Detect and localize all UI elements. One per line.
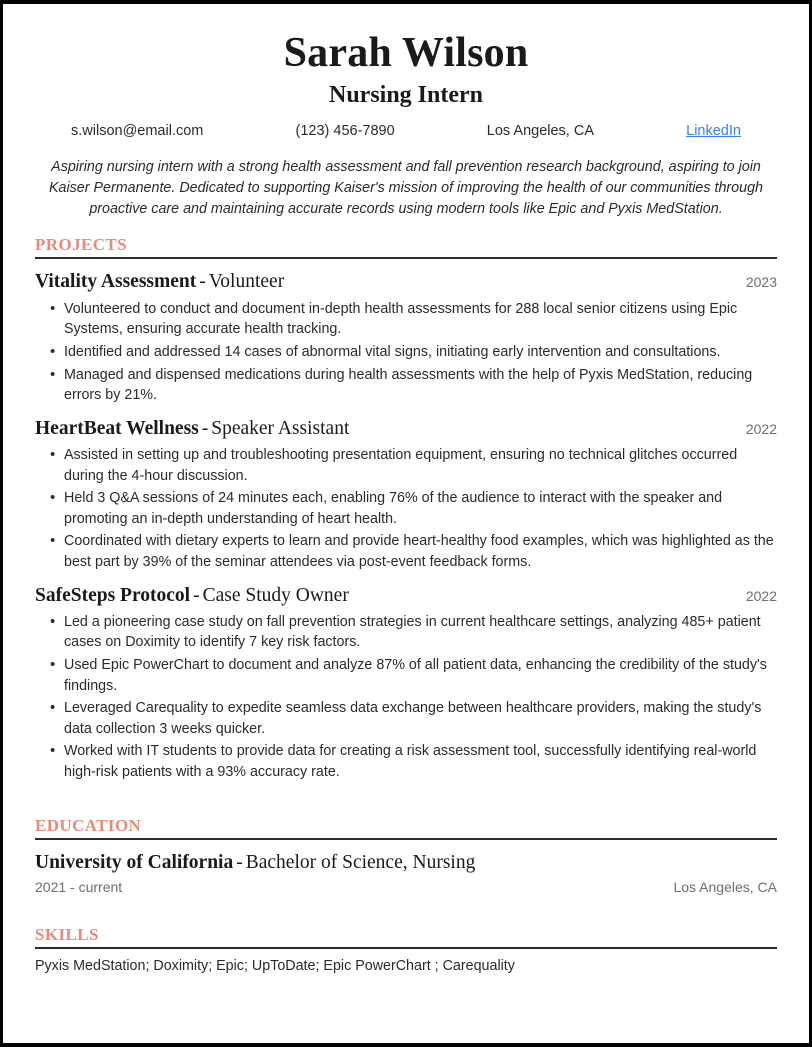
entry-separator: - [193, 584, 200, 606]
section-divider [35, 947, 777, 949]
list-item: • Worked with IT students to provide data for creating a risk assessment tool, successfully identifying real-world high-risk patients with a 93% accuracy rate. [35, 741, 777, 782]
list-item: • Held 3 Q&A sessions of 24 minutes each, enabling 76% of the audience to interact with the speaker and promoting an in-depth understanding of heart health. [35, 488, 777, 529]
project-bullet-list [35, 612, 777, 783]
professional-summary: Aspiring nursing intern with a strong health assessment and fall prevention research background, aspiring to join Kaiser Permanente. Dedicated to supporting Kaiser's mission of improving the health of our communities through proactive care and maintaining accurate records using modern tools like Epic and Pyxis MedStation. [49, 159, 763, 217]
education-entry [35, 850, 777, 894]
section-heading-projects: PROJECTS [35, 235, 127, 255]
entry-header [35, 583, 777, 608]
section-heading-education: EDUCATION [35, 816, 142, 836]
entry-separator: - [199, 271, 206, 293]
contact-row [35, 123, 777, 139]
entry-heading [35, 416, 349, 441]
entry-separator: - [201, 417, 209, 439]
entry-header [35, 269, 777, 294]
section-divider [35, 838, 777, 840]
contact-linkedin-link[interactable]: LinkedIn [686, 123, 741, 140]
entry-heading [35, 850, 777, 875]
school-name: University of California [35, 852, 234, 874]
entry-separator: - [236, 852, 243, 874]
education-location: Los Angeles, CA [673, 878, 777, 895]
project-entry [35, 269, 777, 405]
project-bullet-list [35, 445, 777, 572]
list-item: • Used Epic PowerChart to document and analyze 87% of all patient data, enhancing the credibility of the study's findings. [35, 655, 777, 696]
list-item: • Coordinated with dietary experts to learn and provide heart-healthy food examples, which was highlighted as the best part by 39% of the seminar attendees via post-event feedback forms. [35, 531, 777, 572]
section-heading-skills: SKILLS [35, 924, 99, 944]
contact-email[interactable]: s.wilson@email.com [71, 123, 204, 140]
section-divider [35, 257, 777, 259]
education-meta-row [35, 879, 777, 895]
list-item: • Led a pioneering case study on fall prevention strategies in current healthcare settings, analyzing 485+ patient cases on Doximity to identify 7 key risk factors. [35, 612, 777, 653]
list-item: • Managed and dispensed medications during health assessments with the help of Pyxis MedStation, reducing errors by 21%. [35, 365, 777, 406]
project-date: 2022 [745, 420, 777, 437]
project-entry [35, 583, 777, 783]
project-name: HeartBeat Wellness [35, 417, 199, 439]
degree-name: Bachelor of Science, Nursing [245, 852, 476, 874]
list-item: • Assisted in setting up and troubleshooting presentation equipment, ensuring no technical glitches occurred during the 4-hour discussion. [35, 445, 777, 486]
section-projects [35, 235, 777, 782]
entry-header [35, 416, 777, 441]
section-education [35, 816, 777, 894]
project-bullet-list [35, 299, 777, 406]
list-item: • Leveraged Carequality to expedite seamless data exchange between healthcare providers, making the study's data collection 3 weeks quicker. [35, 698, 777, 739]
project-role: Case Study Owner [202, 584, 349, 606]
project-role: Volunteer [208, 271, 285, 293]
project-date: 2023 [745, 274, 777, 291]
contact-phone[interactable]: (123) 456-7890 [295, 123, 395, 140]
header-job-title: Nursing Intern [328, 82, 484, 109]
project-role: Speaker Assistant [211, 417, 350, 439]
contact-location: Los Angeles, CA [486, 123, 595, 140]
page-title: Sarah Wilson [283, 30, 529, 76]
entry-heading [35, 269, 284, 294]
project-name: SafeSteps Protocol [35, 584, 191, 606]
education-dates: 2021 - current [35, 878, 123, 895]
skills-list: Pyxis MedStation; Doximity; Epic; UpToDate; Epic PowerChart ; Carequality [35, 957, 515, 974]
project-date: 2022 [745, 587, 777, 604]
project-name: Vitality Assessment [35, 271, 197, 293]
section-skills [35, 925, 777, 977]
project-entry [35, 416, 777, 573]
list-item: • Identified and addressed 14 cases of abnormal vital signs, initiating early intervention and consultations. [35, 342, 777, 363]
resume-content [3, 4, 809, 977]
entry-heading [35, 583, 349, 608]
list-item: • Volunteered to conduct and document in-depth health assessments for 288 local senior citizens using Epic Systems, ensuring accurate health tracking. [35, 299, 777, 340]
